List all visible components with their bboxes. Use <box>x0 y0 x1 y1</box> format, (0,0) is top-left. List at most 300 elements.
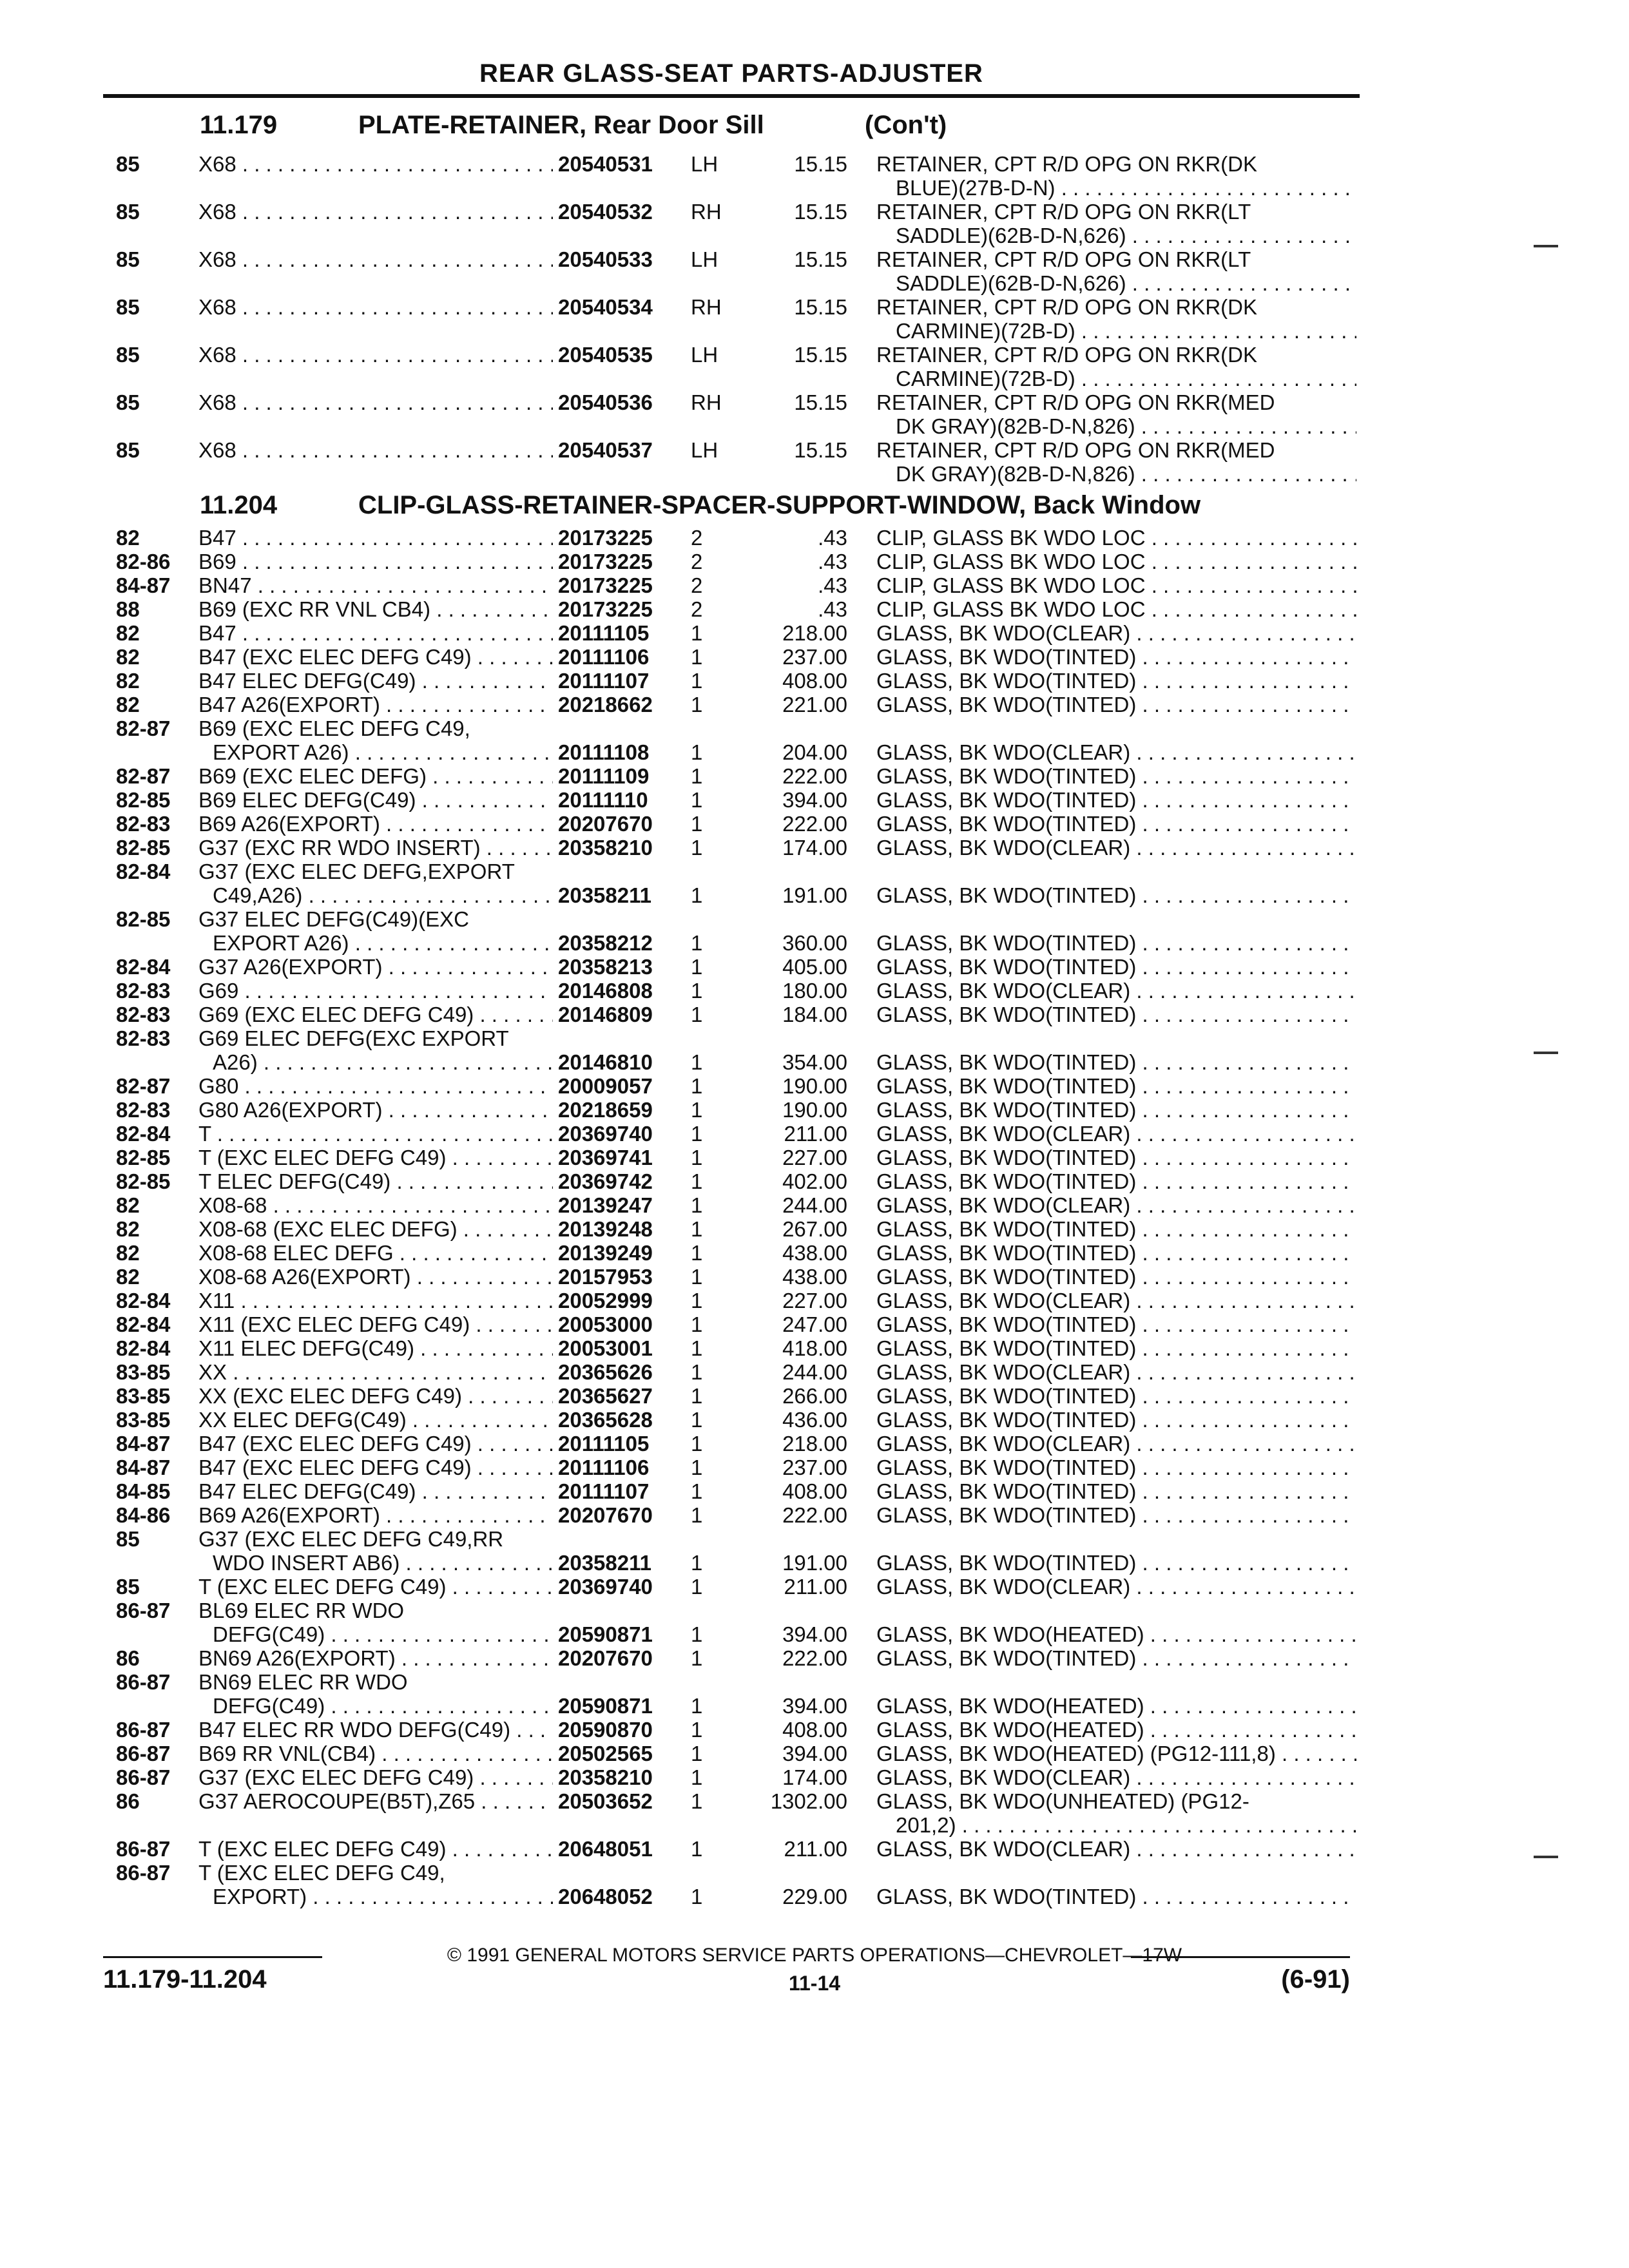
part-number: 20540532 <box>558 200 653 224</box>
table-row <box>0 1503 1629 1527</box>
part-description: GLASS, BK WDO(HEATED) (PG12-111,8) . . . <box>876 1742 1356 1765</box>
quantity: 1 <box>691 1456 703 1479</box>
revision-date: (6-91) <box>1281 1965 1350 1994</box>
table-row <box>0 390 1629 414</box>
part-description: GLASS, BK WDO(TINTED) . . . <box>876 764 1356 788</box>
part-description: GLASS, BK WDO(TINTED) . . . <box>876 1885 1356 1908</box>
year-range: 82-84 <box>116 1312 171 1336</box>
model-code: X11 . . . <box>198 1289 553 1312</box>
quantity: 2 <box>691 573 703 597</box>
model-code: X68 . . . <box>198 390 553 414</box>
price: 180.00 <box>782 979 847 1003</box>
margin-mark <box>1534 1052 1558 1054</box>
table-row <box>0 1384 1629 1408</box>
part-number: 20540534 <box>558 295 653 319</box>
table-row <box>0 1622 1629 1646</box>
model-code: T (EXC ELEC DEFG C49) . . . <box>198 1837 553 1861</box>
model-code-continued: DEFG(C49) . . . <box>213 1622 553 1646</box>
price: 221.00 <box>782 693 847 716</box>
part-description: GLASS, BK WDO(TINTED) . . . <box>876 1217 1356 1241</box>
part-number: 20590870 <box>558 1718 653 1742</box>
year-range: 86-87 <box>116 1718 171 1742</box>
part-number: 20540537 <box>558 438 653 462</box>
part-number: 20365628 <box>558 1408 653 1432</box>
part-number: 20111108 <box>558 740 650 764</box>
quantity: 1 <box>691 669 703 693</box>
part-description: RETAINER, CPT R/D OPG ON RKR(LT <box>876 247 1251 271</box>
price: 408.00 <box>782 669 847 693</box>
section-title: PLATE-RETAINER, Rear Door Sill <box>358 111 764 139</box>
part-number: 20218659 <box>558 1098 653 1122</box>
quantity: 1 <box>691 1384 703 1408</box>
price: 211.00 <box>784 1122 847 1146</box>
price: 15.15 <box>794 390 847 414</box>
part-number: 20358213 <box>558 955 653 979</box>
model-code: B69 . . . <box>198 550 553 573</box>
part-number: 20053001 <box>558 1336 653 1360</box>
price: .43 <box>818 526 847 550</box>
table-row <box>0 1098 1629 1122</box>
price: .43 <box>818 573 847 597</box>
part-number: 20173225 <box>558 550 653 573</box>
quantity: 1 <box>691 1146 703 1169</box>
year-range: 82-85 <box>116 907 171 931</box>
quantity: 1 <box>691 788 703 812</box>
part-number: 20111105 <box>558 621 650 645</box>
price: 244.00 <box>782 1193 847 1217</box>
part-description: GLASS, BK WDO(TINTED) . . . <box>876 693 1356 716</box>
price: 15.15 <box>794 152 847 176</box>
model-code: T (EXC ELEC DEFG C49) . . . <box>198 1575 553 1599</box>
table-row <box>0 1122 1629 1146</box>
price: 218.00 <box>782 1432 847 1456</box>
table-row <box>0 1193 1629 1217</box>
table-row-prefix <box>0 1670 1629 1694</box>
quantity: LH <box>691 343 718 367</box>
year-range: 82-83 <box>116 979 171 1003</box>
model-code: G80 . . . <box>198 1074 553 1098</box>
part-description-continued: CARMINE)(72B-D) . . . <box>896 367 1356 390</box>
price: 204.00 <box>782 740 847 764</box>
table-row <box>0 1169 1629 1193</box>
quantity: 1 <box>691 1003 703 1026</box>
model-code: G37 (EXC ELEC DEFG,EXPORT <box>198 860 515 883</box>
table-row <box>0 1241 1629 1265</box>
quantity: 1 <box>691 621 703 645</box>
model-code: BN69 ELEC RR WDO <box>198 1670 408 1694</box>
model-code: X08-68 (EXC ELEC DEFG) . . . <box>198 1217 553 1241</box>
quantity: 1 <box>691 764 703 788</box>
quantity: 1 <box>691 740 703 764</box>
part-description: RETAINER, CPT R/D OPG ON RKR(DK <box>876 295 1258 319</box>
year-range: 86 <box>116 1646 140 1670</box>
table-row <box>0 1432 1629 1456</box>
price: 15.15 <box>794 247 847 271</box>
model-code: G80 A26(EXPORT) . . . <box>198 1098 553 1122</box>
part-description: GLASS, BK WDO(TINTED) . . . <box>876 812 1356 836</box>
price: 222.00 <box>782 764 847 788</box>
part-description: RETAINER, CPT R/D OPG ON RKR(DK <box>876 152 1258 176</box>
part-description: GLASS, BK WDO(TINTED) . . . <box>876 1265 1356 1289</box>
table-row <box>0 979 1629 1003</box>
part-number: 20139248 <box>558 1217 653 1241</box>
part-number: 20365627 <box>558 1384 653 1408</box>
price: 222.00 <box>782 1646 847 1670</box>
year-range: 83-85 <box>116 1384 171 1408</box>
part-description: GLASS, BK WDO(TINTED) . . . <box>876 1408 1356 1432</box>
model-code: B69 (EXC RR VNL CB4) . . . <box>198 597 553 621</box>
price: 436.00 <box>782 1408 847 1432</box>
year-range: 82-85 <box>116 836 171 860</box>
year-range: 82-84 <box>116 860 171 883</box>
quantity: 1 <box>691 1551 703 1575</box>
margin-mark <box>1534 245 1558 247</box>
part-number: 20540533 <box>558 247 653 271</box>
price: 218.00 <box>782 621 847 645</box>
price: 408.00 <box>782 1718 847 1742</box>
table-row <box>0 1479 1629 1503</box>
price: 15.15 <box>794 295 847 319</box>
year-range: 82 <box>116 621 140 645</box>
table-row-prefix <box>0 907 1629 931</box>
price: 174.00 <box>782 836 847 860</box>
price: 227.00 <box>782 1146 847 1169</box>
table-row-continued <box>0 271 1629 295</box>
model-code: G37 A26(EXPORT) . . . <box>198 955 553 979</box>
part-description: GLASS, BK WDO(CLEAR) . . . <box>876 1432 1356 1456</box>
year-range: 85 <box>116 1575 140 1599</box>
price: 1302.00 <box>770 1789 847 1813</box>
price: 244.00 <box>782 1360 847 1384</box>
model-code: BN69 A26(EXPORT) . . . <box>198 1646 553 1670</box>
model-code: T (EXC ELEC DEFG C49, <box>198 1861 445 1885</box>
quantity: 1 <box>691 1217 703 1241</box>
part-number: 20502565 <box>558 1742 653 1765</box>
table-row <box>0 1718 1629 1742</box>
year-range: 85 <box>116 200 140 224</box>
part-number: 20358210 <box>558 836 653 860</box>
table-row <box>0 1765 1629 1789</box>
table-row-continued <box>0 319 1629 343</box>
part-description-continued: 201,2) . . . <box>896 1813 1356 1837</box>
table-row <box>0 740 1629 764</box>
part-description: GLASS, BK WDO(UNHEATED) (PG12- <box>876 1789 1249 1813</box>
year-range: 82-87 <box>116 1074 171 1098</box>
price: 360.00 <box>782 931 847 955</box>
price: 267.00 <box>782 1217 847 1241</box>
part-number: 20590871 <box>558 1622 653 1646</box>
table-row <box>0 1003 1629 1026</box>
table-row <box>0 1646 1629 1670</box>
part-number: 20111105 <box>558 1432 650 1456</box>
price: 222.00 <box>782 812 847 836</box>
model-code: B47 ELEC DEFG(C49) . . . <box>198 1479 553 1503</box>
price: 354.00 <box>782 1050 847 1074</box>
part-description: GLASS, BK WDO(TINTED) . . . <box>876 1312 1356 1336</box>
quantity: 1 <box>691 955 703 979</box>
price: 191.00 <box>782 883 847 907</box>
part-number: 20146810 <box>558 1050 653 1074</box>
year-range: 85 <box>116 247 140 271</box>
part-description: GLASS, BK WDO(TINTED) . . . <box>876 788 1356 812</box>
part-number: 20218662 <box>558 693 653 716</box>
model-code: B69 ELEC DEFG(C49) . . . <box>198 788 553 812</box>
year-range: 85 <box>116 152 140 176</box>
model-code-continued: EXPORT) . . . <box>213 1885 553 1908</box>
part-number: 20540535 <box>558 343 653 367</box>
model-code-continued: WDO INSERT AB6) . . . <box>213 1551 553 1575</box>
price: 237.00 <box>782 645 847 669</box>
quantity: 1 <box>691 1503 703 1527</box>
price: 211.00 <box>784 1837 847 1861</box>
table-row <box>0 550 1629 573</box>
table-row <box>0 1336 1629 1360</box>
model-code-continued: C49,A26) . . . <box>213 883 553 907</box>
part-description: GLASS, BK WDO(CLEAR) . . . <box>876 1360 1356 1384</box>
price: 394.00 <box>782 788 847 812</box>
table-row <box>0 247 1629 271</box>
model-code: G37 (EXC ELEC DEFG C49,RR <box>198 1527 504 1551</box>
part-description: GLASS, BK WDO(CLEAR) . . . <box>876 836 1356 860</box>
part-description: GLASS, BK WDO(CLEAR) . . . <box>876 1765 1356 1789</box>
quantity: 2 <box>691 550 703 573</box>
table-row <box>0 1885 1629 1908</box>
page-number: 11-14 <box>788 1972 841 1995</box>
price: 174.00 <box>782 1765 847 1789</box>
part-description: GLASS, BK WDO(CLEAR) . . . <box>876 1289 1356 1312</box>
year-range: 82 <box>116 1217 140 1241</box>
quantity: 1 <box>691 1312 703 1336</box>
part-number: 20358210 <box>558 1765 653 1789</box>
model-code: B69 (EXC ELEC DEFG C49, <box>198 716 470 740</box>
price: 418.00 <box>782 1336 847 1360</box>
quantity: 1 <box>691 1289 703 1312</box>
part-description: GLASS, BK WDO(TINTED) . . . <box>876 1456 1356 1479</box>
table-row <box>0 812 1629 836</box>
section-range: 11.179-11.204 <box>103 1965 267 1994</box>
model-code: XX ELEC DEFG(C49) . . . <box>198 1408 553 1432</box>
part-number: 20111110 <box>558 788 648 812</box>
year-range: 82-86 <box>116 550 171 573</box>
model-code-continued: EXPORT A26) . . . <box>213 740 553 764</box>
quantity: RH <box>691 295 722 319</box>
year-range: 84-86 <box>116 1503 171 1527</box>
year-range: 86 <box>116 1789 140 1813</box>
quantity: 1 <box>691 1718 703 1742</box>
quantity: 1 <box>691 931 703 955</box>
section-number: 11.204 <box>200 491 278 519</box>
table-row <box>0 1742 1629 1765</box>
year-range: 86-87 <box>116 1742 171 1765</box>
price: 211.00 <box>784 1575 847 1599</box>
quantity: 1 <box>691 1050 703 1074</box>
year-range: 85 <box>116 295 140 319</box>
quantity: 1 <box>691 1694 703 1718</box>
quantity: 1 <box>691 1432 703 1456</box>
table-row <box>0 764 1629 788</box>
price: 394.00 <box>782 1742 847 1765</box>
model-code: G37 ELEC DEFG(C49)(EXC <box>198 907 469 931</box>
table-row <box>0 200 1629 224</box>
quantity: 1 <box>691 1193 703 1217</box>
table-row-continued <box>0 1813 1629 1837</box>
year-range: 82-85 <box>116 1146 171 1169</box>
part-number: 20207670 <box>558 812 653 836</box>
header-rule <box>103 94 1360 98</box>
table-row <box>0 1289 1629 1312</box>
model-code: X11 (EXC ELEC DEFG C49) . . . <box>198 1312 553 1336</box>
model-code: G69 . . . <box>198 979 553 1003</box>
quantity: 1 <box>691 883 703 907</box>
table-row-prefix <box>0 716 1629 740</box>
price: 15.15 <box>794 200 847 224</box>
table-row <box>0 1837 1629 1861</box>
year-range: 82-87 <box>116 716 171 740</box>
year-range: 82-84 <box>116 1122 171 1146</box>
part-number: 20139247 <box>558 1193 653 1217</box>
part-description: GLASS, BK WDO(TINTED) . . . <box>876 669 1356 693</box>
table-row <box>0 1551 1629 1575</box>
table-row <box>0 1265 1629 1289</box>
model-code: B47 ELEC RR WDO DEFG(C49) . . . <box>198 1718 553 1742</box>
quantity: 2 <box>691 526 703 550</box>
price: 402.00 <box>782 1169 847 1193</box>
part-description: GLASS, BK WDO(TINTED) . . . <box>876 1050 1356 1074</box>
part-number: 20590871 <box>558 1694 653 1718</box>
price: 15.15 <box>794 438 847 462</box>
part-description: GLASS, BK WDO(CLEAR) . . . <box>876 1575 1356 1599</box>
model-code: X68 . . . <box>198 200 553 224</box>
part-description: CLIP, GLASS BK WDO LOC . . . <box>876 550 1356 573</box>
price: 227.00 <box>782 1289 847 1312</box>
table-row-continued <box>0 367 1629 390</box>
table-row <box>0 1360 1629 1384</box>
quantity: LH <box>691 152 718 176</box>
part-description: RETAINER, CPT R/D OPG ON RKR(LT <box>876 200 1251 224</box>
year-range: 84-85 <box>116 1479 171 1503</box>
price: 438.00 <box>782 1241 847 1265</box>
part-number: 20139249 <box>558 1241 653 1265</box>
table-row <box>0 1408 1629 1432</box>
quantity: 1 <box>691 1646 703 1670</box>
model-code: BL69 ELEC RR WDO <box>198 1599 405 1622</box>
part-number: 20111107 <box>558 1479 650 1503</box>
part-description: GLASS, BK WDO(TINTED) . . . <box>876 955 1356 979</box>
part-description: GLASS, BK WDO(TINTED) . . . <box>876 883 1356 907</box>
quantity: RH <box>691 200 722 224</box>
table-row-prefix <box>0 860 1629 883</box>
model-code: X68 . . . <box>198 343 553 367</box>
price: 190.00 <box>782 1074 847 1098</box>
table-row <box>0 526 1629 550</box>
table-row <box>0 955 1629 979</box>
part-number: 20111106 <box>558 645 650 669</box>
table-row <box>0 1050 1629 1074</box>
part-description: CLIP, GLASS BK WDO LOC . . . <box>876 526 1356 550</box>
price: 266.00 <box>782 1384 847 1408</box>
year-range: 82-83 <box>116 1003 171 1026</box>
quantity: 1 <box>691 1265 703 1289</box>
year-range: 82-84 <box>116 955 171 979</box>
table-row-prefix <box>0 1527 1629 1551</box>
model-code: B47 ELEC DEFG(C49) . . . <box>198 669 553 693</box>
part-description-continued: DK GRAY)(82B-D-N,826) . . . <box>896 462 1356 486</box>
quantity: 1 <box>691 1789 703 1813</box>
table-row <box>0 597 1629 621</box>
price: 222.00 <box>782 1503 847 1527</box>
table-row <box>0 1217 1629 1241</box>
part-number: 20009057 <box>558 1074 653 1098</box>
table-row-prefix <box>0 1861 1629 1885</box>
table-row <box>0 438 1629 462</box>
table-row <box>0 693 1629 716</box>
part-description: RETAINER, CPT R/D OPG ON RKR(DK <box>876 343 1258 367</box>
quantity: 1 <box>691 1622 703 1646</box>
quantity: 1 <box>691 1837 703 1861</box>
year-range: 85 <box>116 343 140 367</box>
quantity: 1 <box>691 1885 703 1908</box>
model-code: B69 (EXC ELEC DEFG) . . . <box>198 764 553 788</box>
part-number: 20358211 <box>558 883 652 907</box>
model-code: B69 A26(EXPORT) . . . <box>198 812 553 836</box>
year-range: 82 <box>116 693 140 716</box>
part-number: 20146808 <box>558 979 653 1003</box>
model-code: B47 . . . <box>198 621 553 645</box>
table-row <box>0 1575 1629 1599</box>
model-code-continued: EXPORT A26) . . . <box>213 931 553 955</box>
part-number: 20052999 <box>558 1289 653 1312</box>
section-continued: (Con't) <box>865 111 947 139</box>
part-number: 20369740 <box>558 1122 653 1146</box>
part-number: 20365626 <box>558 1360 653 1384</box>
year-range: 82 <box>116 1265 140 1289</box>
year-range: 82-87 <box>116 764 171 788</box>
price: 394.00 <box>782 1694 847 1718</box>
quantity: 1 <box>691 1336 703 1360</box>
quantity: 1 <box>691 1098 703 1122</box>
part-number: 20173225 <box>558 597 653 621</box>
year-range: 86-87 <box>116 1837 171 1861</box>
part-number: 20540536 <box>558 390 653 414</box>
quantity: 1 <box>691 1479 703 1503</box>
year-range: 82-83 <box>116 812 171 836</box>
model-code-continued: DEFG(C49) . . . <box>213 1694 553 1718</box>
part-description: GLASS, BK WDO(CLEAR) . . . <box>876 1122 1356 1146</box>
part-description: GLASS, BK WDO(TINTED) . . . <box>876 1646 1356 1670</box>
quantity: 1 <box>691 836 703 860</box>
part-description: GLASS, BK WDO(TINTED) . . . <box>876 1384 1356 1408</box>
year-range: 82-85 <box>116 788 171 812</box>
section-title: CLIP-GLASS-RETAINER-SPACER-SUPPORT-WINDOW, Back Window <box>358 491 1201 519</box>
quantity: 1 <box>691 645 703 669</box>
part-description-continued: BLUE)(27B-D-N) . . . <box>896 176 1356 200</box>
price: 15.15 <box>794 343 847 367</box>
quantity: 1 <box>691 1765 703 1789</box>
table-row-continued <box>0 462 1629 486</box>
table-row <box>0 883 1629 907</box>
model-code: X68 . . . <box>198 247 553 271</box>
part-description: GLASS, BK WDO(HEATED) . . . <box>876 1718 1356 1742</box>
model-code: B69 A26(EXPORT) . . . <box>198 1503 553 1527</box>
part-number: 20503652 <box>558 1789 653 1813</box>
part-description: GLASS, BK WDO(TINTED) . . . <box>876 931 1356 955</box>
quantity: 1 <box>691 1575 703 1599</box>
part-number: 20207670 <box>558 1646 653 1670</box>
model-code: B47 A26(EXPORT) . . . <box>198 693 553 716</box>
part-description-continued: CARMINE)(72B-D) . . . <box>896 319 1356 343</box>
quantity: 1 <box>691 1074 703 1098</box>
model-code: B47 (EXC ELEC DEFG C49) . . . <box>198 645 553 669</box>
